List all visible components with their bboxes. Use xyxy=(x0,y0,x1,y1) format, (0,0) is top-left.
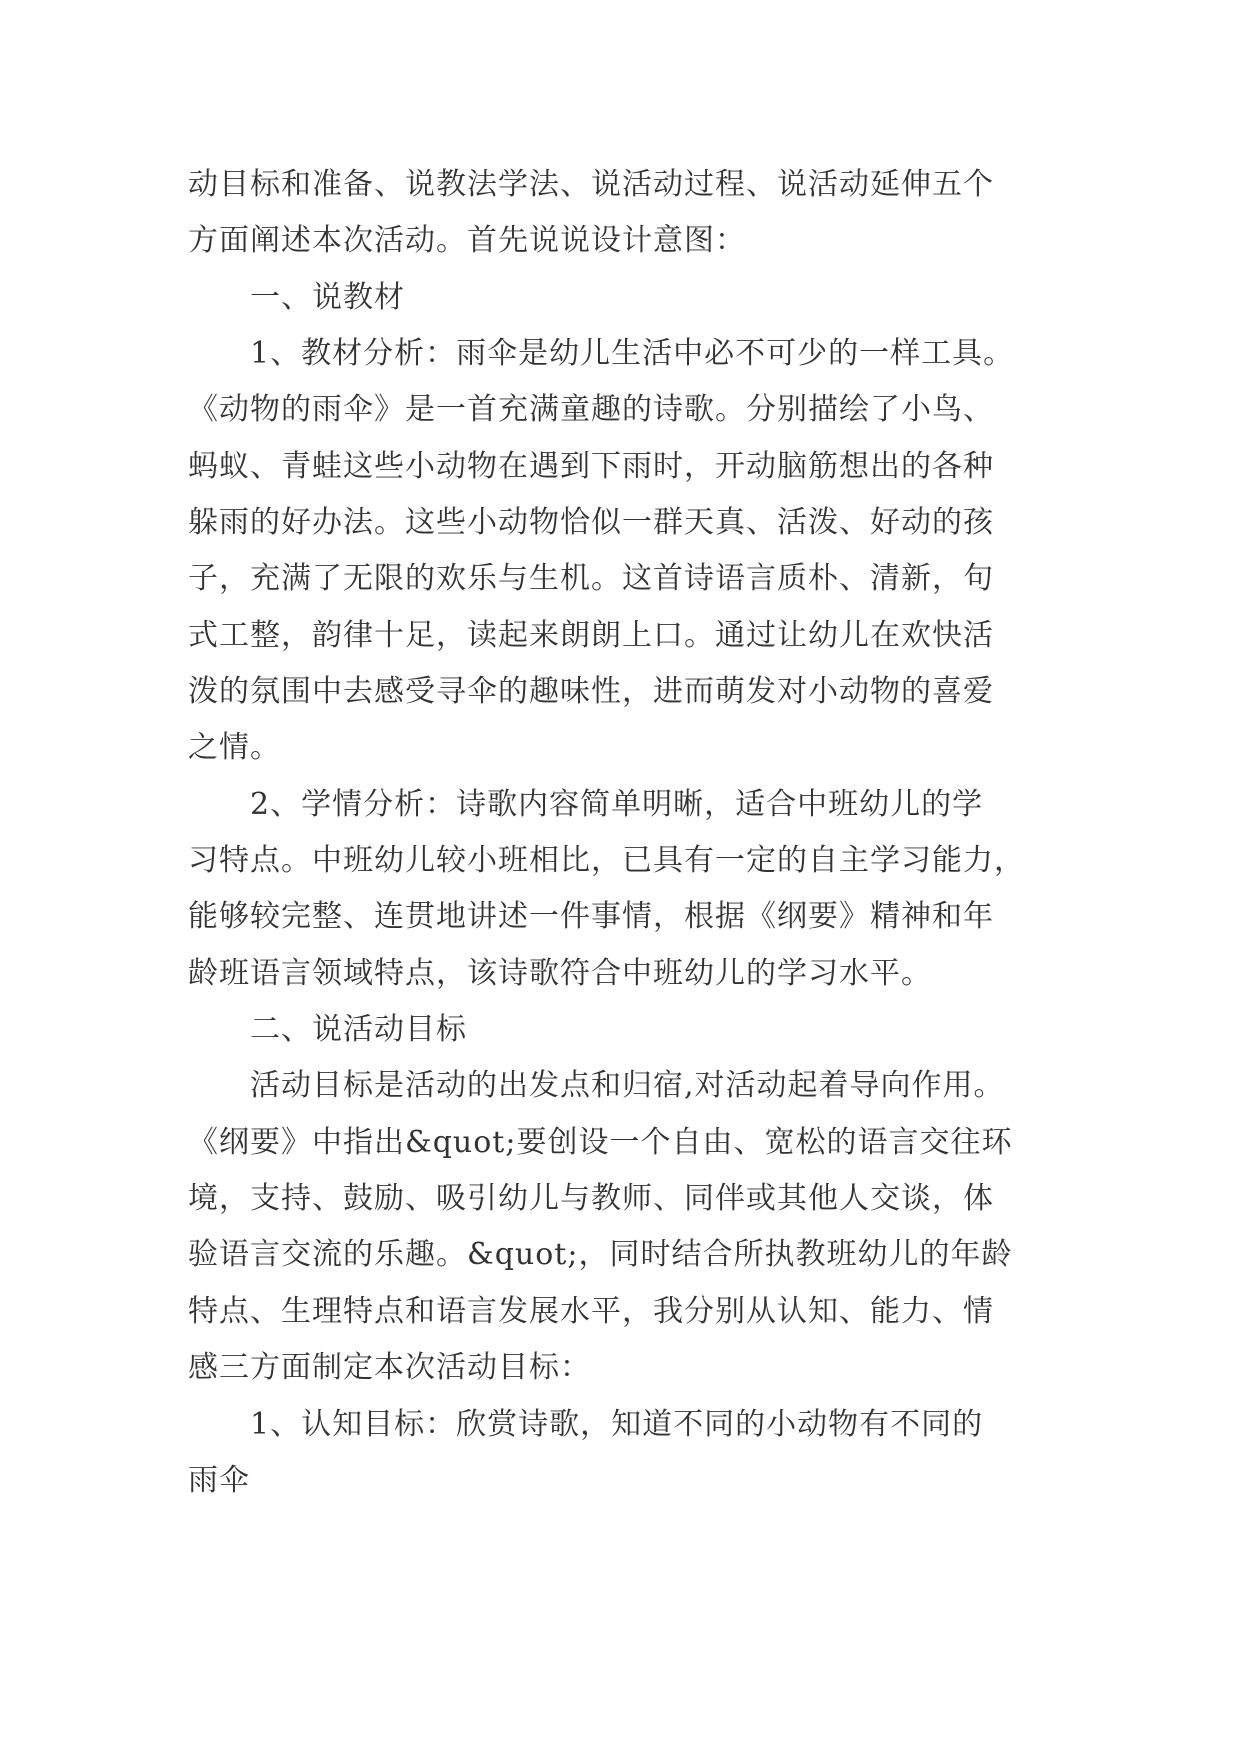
text-line: 躲雨的好办法。这些小动物恰似一群天真、活泼、好动的孩 xyxy=(188,505,994,540)
text-line: 蚂蚁、青蛙这些小动物在遇到下雨时，开动脑筋想出的各种 xyxy=(188,449,994,484)
text-line: 境，支持、鼓励、吸引幼儿与教师、同伴或其他人交谈，体 xyxy=(188,1181,994,1216)
text-line: 之情。 xyxy=(188,730,281,765)
text-line: 雨伞 xyxy=(188,1463,250,1498)
text-line: 能够较完整、连贯地讲述一件事情，根据《纲要》精神和年 xyxy=(188,899,994,934)
text-line: 习特点。中班幼儿较小班相比，已具有一定的自主学习能力， xyxy=(188,843,1025,878)
text-line: 活动目标是活动的出发点和归宿,对活动起着导向作用。 xyxy=(250,1068,1005,1103)
text-line: 泼的氛围中去感受寻伞的趣味性，进而萌发对小动物的喜爱 xyxy=(188,674,994,709)
text-line: 感三方面制定本次活动目标： xyxy=(188,1350,591,1385)
text-line: 龄班语言领域特点，该诗歌符合中班幼儿的学习水平。 xyxy=(188,956,932,991)
text-line: 方面阐述本次活动。首先说说设计意图： xyxy=(188,223,746,258)
text-line: 动目标和准备、说教法学法、说活动过程、说活动延伸五个 xyxy=(188,167,994,202)
text-line: 《纲要》中指出&quot;要创设一个自由、宽松的语言交往环 xyxy=(188,1125,1013,1160)
text-line: 1、认知目标：欣赏诗歌，知道不同的小动物有不同的 xyxy=(250,1407,984,1442)
text-line: 1、教材分析：雨伞是幼儿生活中必不可少的一样工具。 xyxy=(250,336,1015,371)
text-line: 式工整，韵律十足，读起来朗朗上口。通过让幼儿在欢快活 xyxy=(188,618,994,653)
text-line: 验语言交流的乐趣。&quot;，同时结合所执教班幼儿的年龄 xyxy=(188,1237,1013,1272)
text-line: 子，充满了无限的欢乐与生机。这首诗语言质朴、清新，句 xyxy=(188,561,994,596)
text-line: 2、学情分析：诗歌内容简单明晰，适合中班幼儿的学 xyxy=(250,787,984,822)
section-heading: 二、说活动目标 xyxy=(250,1012,467,1047)
text-line: 《动物的雨伞》是一首充满童趣的诗歌。分别描绘了小鸟、 xyxy=(188,392,994,427)
text-line: 特点、生理特点和语言发展水平，我分别从认知、能力、情 xyxy=(188,1294,994,1329)
section-heading: 一、说教材 xyxy=(250,280,405,315)
